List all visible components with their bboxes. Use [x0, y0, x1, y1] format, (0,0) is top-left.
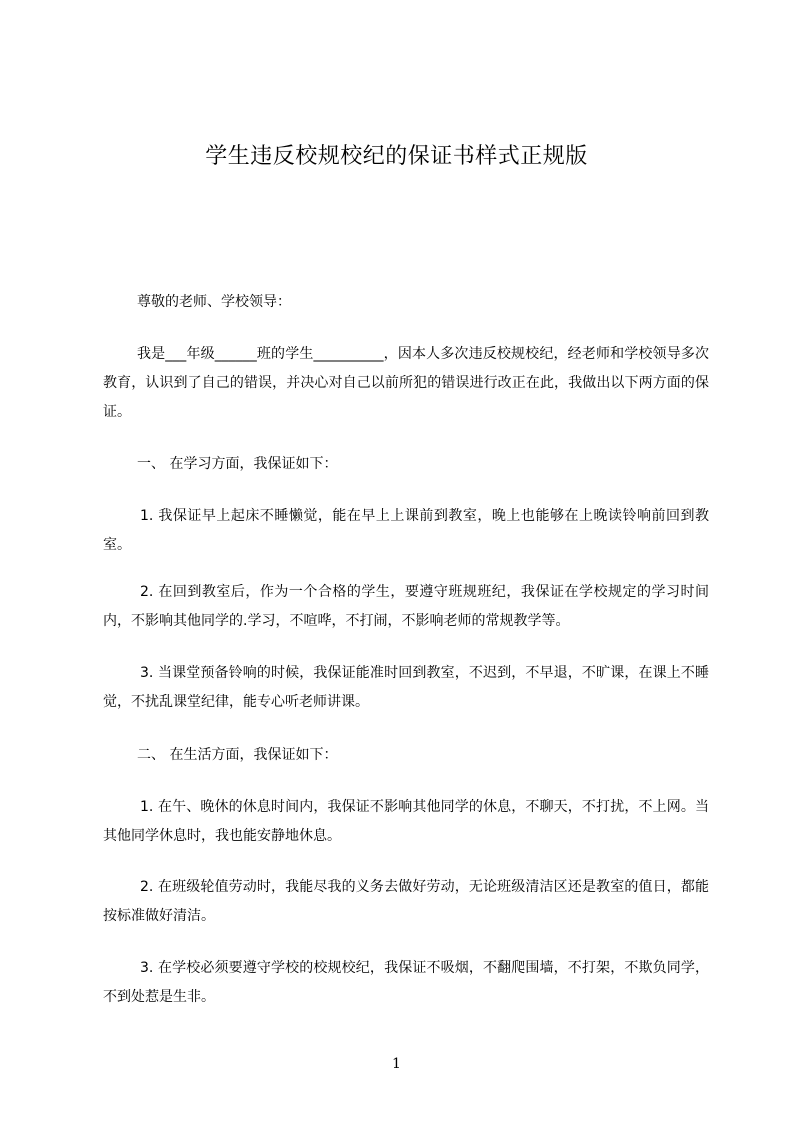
document-title: 学生违反校规校纪的保证书样式正规版: [205, 144, 588, 169]
page-number: 1: [392, 1056, 401, 1072]
section-heading-study: 一、 在学习方面，我保证如下：: [137, 456, 338, 472]
intro-paragraph: 我是___年级______班的学生__________，因本人多次违反校规校纪，经老师和学校领导多次教育，认识到了自己的错误，并决心对自己以前所犯的错误进行改正在此，我做出以下两方面的保证。: [103, 346, 709, 420]
salutation: 尊敬的老师、学校领导：: [137, 294, 291, 310]
life-item-2: 2. 在班级轮值劳动时，我能尽我的义务去做好劳动，无论班级清洁区还是教室的值日，都能按标准做好清洁。: [103, 879, 709, 924]
study-item-2: 2. 在回到教室后，作为一个合格的学生，要遵守班规班纪，我保证在学校规定的学习时间内，不影响其他同学的.学习，不喧哗，不打闹，不影响老师的常规教学等。: [103, 584, 709, 629]
life-item-3: 3. 在学校必须要遵守学校的校规校纪，我保证不吸烟，不翻爬围墙，不打架，不欺负同学，不到处惹是生非。: [103, 960, 709, 1005]
section-heading-life: 二、 在生活方面，我保证如下：: [137, 747, 338, 763]
study-item-3: 3. 当课堂预备铃响的时候，我保证能准时回到教室，不迟到，不早退，不旷课，在课上不睡觉，不扰乱课堂纪律，能专心听老师讲课。: [103, 665, 709, 710]
life-item-1: 1. 在午、晚休的休息时间内，我保证不影响其他同学的休息，不聊天，不打扰，不上网。当其他同学休息时，我也能安静地休息。: [103, 799, 709, 844]
study-item-1: 1. 我保证早上起床不睡懒觉，能在早上上课前到教室，晚上也能够在上晚读铃响前回到教室。: [103, 508, 709, 553]
